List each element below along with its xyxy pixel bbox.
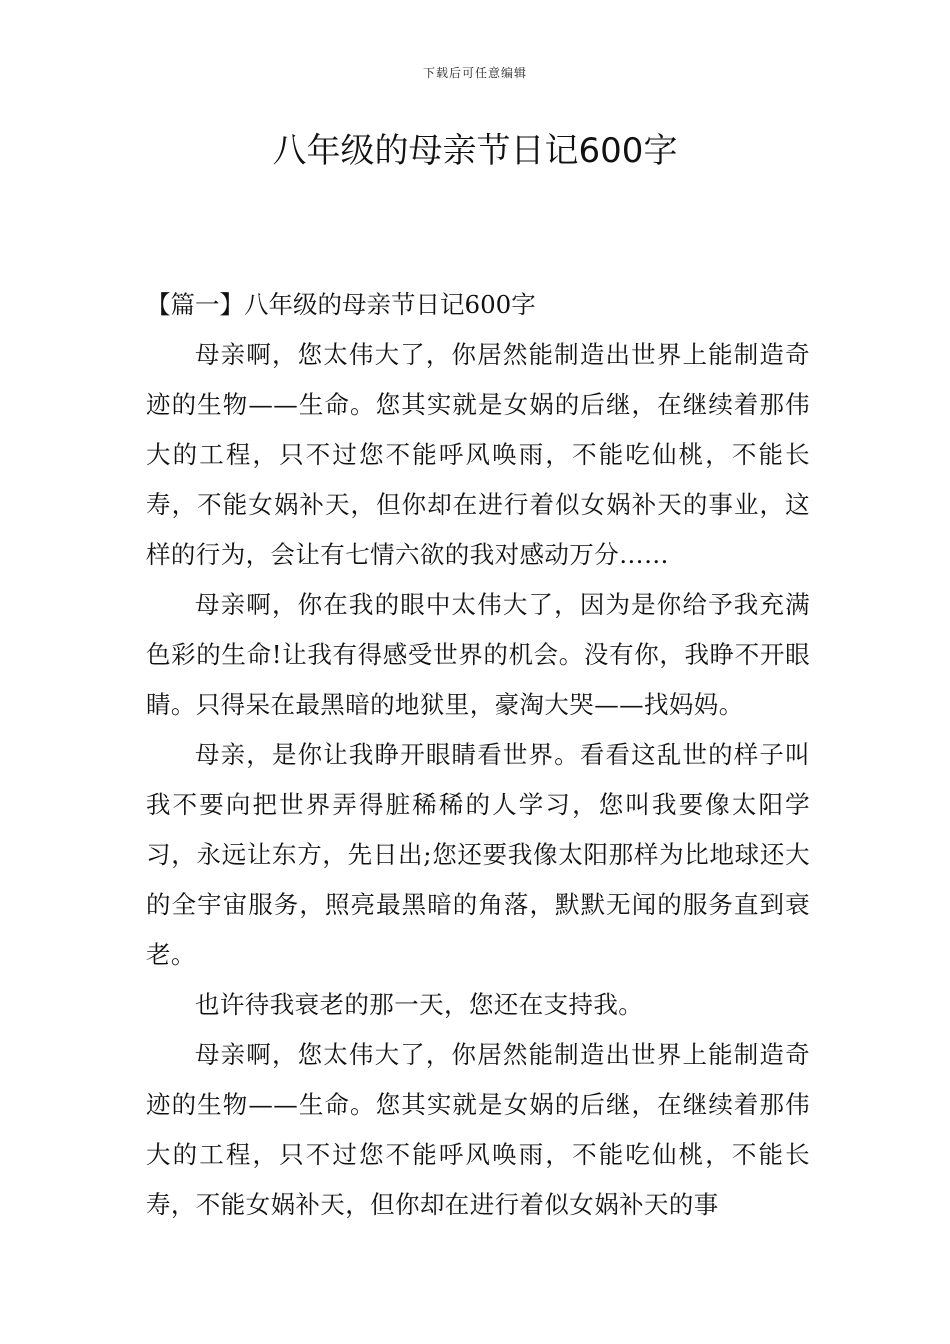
document-title: 八年级的母亲节日记600字 <box>272 131 678 171</box>
paragraph-5: 母亲啊，您太伟大了，你居然能制造出世界上能制造奇迹的生物——生命。您其实就是女娲的后继，在继续着那伟大的工程，只不过您不能呼风唤雨，不能吃仙桃，不能长寿，不能女娲补天，但你却在进行着似女娲补天的事 <box>146 1040 810 1219</box>
paragraph-2: 母亲啊，你在我的眼中太伟大了，因为是你给予我充满色彩的生命!让我有得感受世界的机会。没有你，我睁不开眼睛。只得呆在最黑暗的地狱里，豪淘大哭——找妈妈。 <box>146 590 810 719</box>
header-note: 下载后可任意编辑 <box>422 66 527 80</box>
section-heading: 【篇一】八年级的母亲节日记600字 <box>146 290 536 319</box>
paragraph-3: 母亲，是你让我睁开眼睛看世界。看看这乱世的样子叫我不要向把世界弄得脏稀稀的人学习，您叫我要像太阳学习，永远让东方，先日出;您还要我像太阳那样为比地球还大的全宇宙服务，照亮最黑暗的角落，默默无闻的服务直到衰老。 <box>146 740 810 969</box>
paragraph-1: 母亲啊，您太伟大了，你居然能制造出世界上能制造奇迹的生物——生命。您其实就是女娲的后继，在继续着那伟大的工程，只不过您不能呼风唤雨，不能吃仙桃，不能长寿，不能女娲补天，但你却在进行着似女娲补天的事业，这样的行为，会让有七情六欲的我对感动万分…… <box>146 340 810 569</box>
document-body <box>146 280 810 1230</box>
paragraph-4: 也许待我衰老的那一天，您还在支持我。 <box>195 990 644 1019</box>
